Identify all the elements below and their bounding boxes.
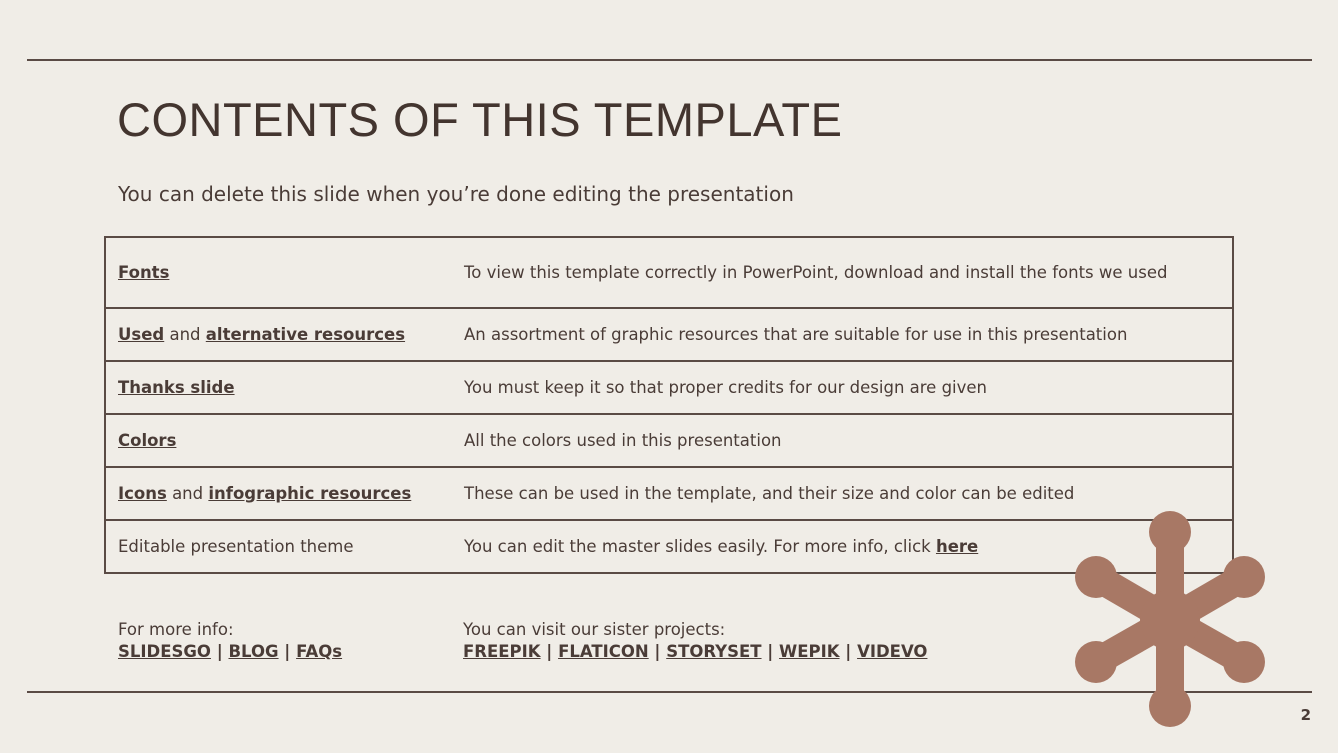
table-row [105,308,1233,361]
more-info-label: For more info: [118,620,234,639]
resource-description-cell [452,308,1233,361]
link-separator: | [278,642,297,661]
cell-text: and [166,483,209,503]
resource-description-cell [452,414,1233,467]
wepik-link[interactable]: WEPIK [779,642,840,661]
cell-text: You can edit the master slides easily. For more info, click [464,536,936,556]
storyset-link[interactable]: STORYSET [666,642,762,661]
link-separator: | [540,642,559,661]
cell-text: You must keep it so that proper credits for our design are given [464,377,988,397]
freepik-link[interactable]: FREEPIK [463,642,541,661]
contents-table [104,236,1234,574]
page-subtitle: You can delete this slide when you’re done editing the presentation [118,182,794,206]
resource-name-cell [105,361,452,414]
resource-name-cell [105,467,452,520]
cell-text: These can be used in the template, and their size and color can be edited [464,483,1075,503]
page-number: 2 [1300,706,1311,724]
thanks-slide-link[interactable]: Thanks slide [118,377,235,397]
link-separator: | [648,642,667,661]
table-row [105,467,1233,520]
link-separator: | [761,642,780,661]
alternative-resources-link[interactable]: alternative resources [205,324,406,344]
more-info-links [118,641,342,663]
table-row [105,414,1233,467]
blog-link[interactable]: BLOG [228,642,279,661]
slidesgo-link[interactable]: SLIDESGO [118,642,211,661]
resource-name-cell [105,520,452,573]
link-separator: | [839,642,858,661]
infographic-resources-link[interactable]: infographic resources [208,483,412,503]
cell-text: Editable presentation theme [118,536,354,556]
table-row [105,237,1233,308]
icons-link[interactable]: Icons [118,483,167,503]
cell-text: All the colors used in this presentation [464,430,782,450]
videvo-link[interactable]: VIDEVO [857,642,928,661]
fonts-link[interactable]: Fonts [118,262,170,282]
here-link[interactable]: here [935,536,979,556]
resource-name-cell [105,237,452,308]
molecule-decoration-icon [1070,510,1270,730]
used-link[interactable]: Used [118,324,165,344]
sister-projects-label: You can visit our sister projects: [463,620,726,639]
table-row [105,361,1233,414]
page-title: CONTENTS OF THIS TEMPLATE [117,93,843,146]
table-row [105,520,1233,573]
top-rule [27,59,1312,61]
flaticon-link[interactable]: FLATICON [558,642,649,661]
resource-name-cell [105,414,452,467]
more-info-block [118,619,342,663]
cell-text: and [164,324,206,344]
sister-projects-block [463,619,927,663]
faqs-link[interactable]: FAQs [296,642,343,661]
cell-text: To view this template correctly in PowerPoint, download and install the fonts we used [464,262,1168,282]
link-separator: | [210,642,229,661]
cell-text: An assortment of graphic resources that are suitable for use in this presentation [464,324,1128,344]
resource-name-cell [105,308,452,361]
sister-projects-links [463,641,927,663]
resource-description-cell [452,361,1233,414]
colors-link[interactable]: Colors [118,430,177,450]
resource-description-cell [452,237,1233,308]
